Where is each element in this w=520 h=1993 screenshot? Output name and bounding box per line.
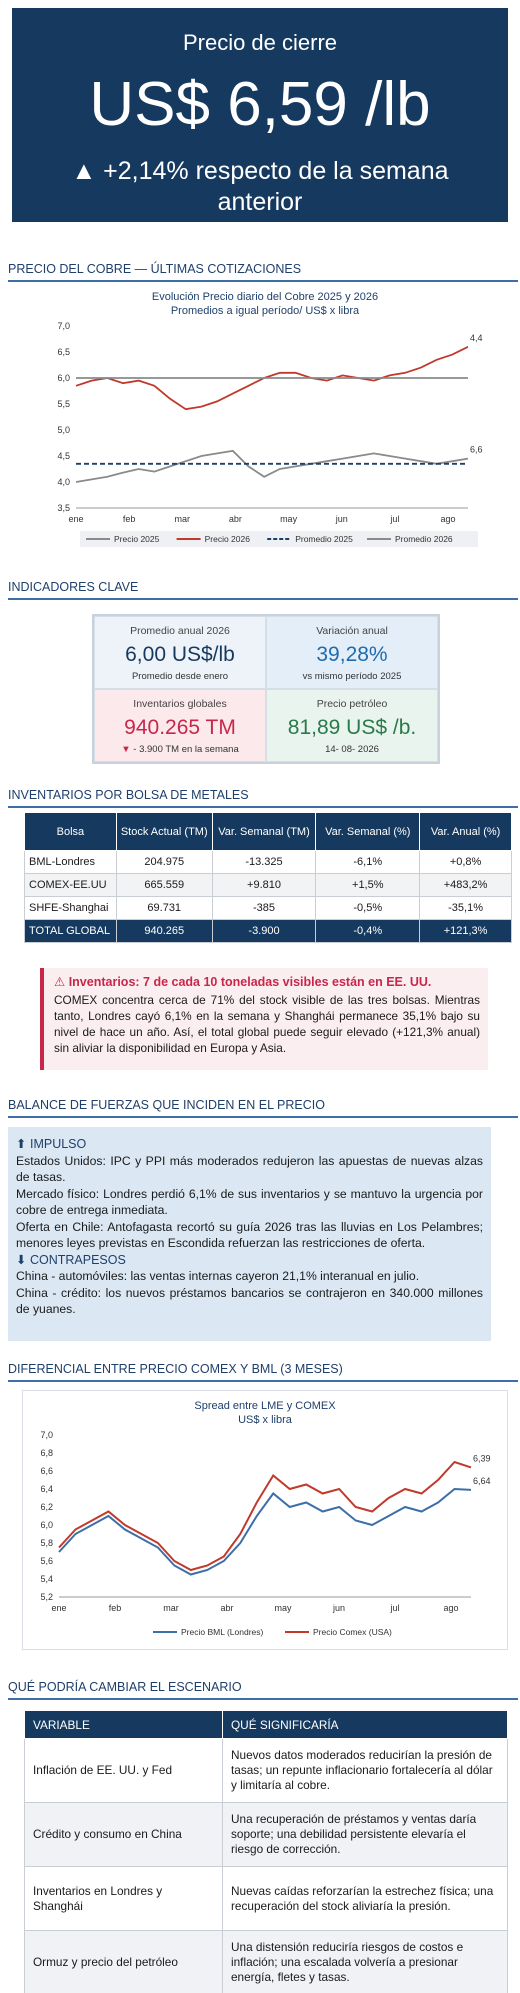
kpi-sub: ▼ - 3.900 TM en la semana bbox=[121, 744, 239, 755]
table-header-row bbox=[25, 813, 512, 851]
column-header: Var. Semanal (TM) bbox=[212, 813, 316, 851]
x-tick-label: jul bbox=[390, 514, 400, 524]
kpi-sub: Promedio desde enero bbox=[131, 671, 229, 682]
section-header-prices: PRECIO DEL COBRE — ÚLTIMAS COTIZACIONES bbox=[8, 262, 518, 282]
section-rule bbox=[8, 280, 518, 282]
column-header: VARIABLE bbox=[25, 1711, 223, 1739]
arrow-down-icon: ⬇ bbox=[16, 1252, 27, 1267]
table-cell: COMEX-EE.UU bbox=[25, 874, 117, 897]
x-tick-label: mar bbox=[174, 514, 191, 524]
data-label: 6,6 bbox=[470, 444, 483, 455]
table-cell: Inventarios en Londres y Shanghái bbox=[25, 1867, 223, 1931]
column-header: Bolsa bbox=[25, 813, 117, 851]
hero-banner bbox=[12, 8, 508, 222]
data-label: 6,39 bbox=[473, 1453, 491, 1464]
spread-chart bbox=[22, 1390, 508, 1650]
y-tick-label: 7,0 bbox=[40, 1430, 53, 1440]
chart-title: Evolución Precio diario del Cobre 2025 y 2026 bbox=[151, 291, 379, 303]
kpi-global-inventories bbox=[94, 689, 266, 762]
table-cell: 940.265 bbox=[116, 920, 212, 943]
x-tick-label: may bbox=[280, 514, 298, 524]
legend-label: Promedio 2026 bbox=[395, 534, 453, 544]
counter-item: China - crédito: los nuevos préstamos bancarios se contrajeron en 340.000 millones de yuanes. bbox=[16, 1285, 483, 1316]
table-cell: Inflación de EE. UU. y Fed bbox=[25, 1739, 223, 1803]
table-cell: -385 bbox=[212, 897, 316, 920]
table-cell: 69.731 bbox=[116, 897, 212, 920]
chart-title: Spread entre LME y COMEX bbox=[194, 1400, 336, 1412]
table-row bbox=[25, 1739, 508, 1803]
x-tick-label: jun bbox=[332, 1603, 346, 1613]
section-rule bbox=[8, 1698, 518, 1700]
counter-item: China - automóviles: las ventas internas cayeron 21,1% interanual en julio. bbox=[16, 1269, 420, 1283]
kpi-value: 940.265 TM bbox=[124, 716, 236, 739]
table-row bbox=[25, 851, 512, 874]
kpi-label: Precio petróleo bbox=[316, 698, 388, 710]
table-cell: Una recuperación de préstamos y ventas daría soporte; una debilidad persistente elevaría el riesgo de corrección. bbox=[223, 1803, 508, 1867]
y-tick-label: 6,8 bbox=[40, 1448, 53, 1458]
table-cell: -3.900 bbox=[212, 920, 316, 943]
x-tick-label: jul bbox=[390, 1603, 400, 1613]
table-cell: +483,2% bbox=[420, 874, 512, 897]
counter-title: CONTRAPESOS bbox=[29, 1252, 126, 1267]
x-tick-label: jun bbox=[335, 514, 348, 524]
chart-subtitle: US$ x libra bbox=[238, 1414, 292, 1426]
kpi-annual-variation bbox=[266, 616, 438, 689]
legend-label: Precio BML (Londres) bbox=[181, 1627, 264, 1637]
kpi-oil-price bbox=[266, 689, 438, 762]
table-cell: +0,8% bbox=[420, 851, 512, 874]
inventory-table bbox=[24, 812, 512, 943]
series-line bbox=[59, 1489, 471, 1575]
table-cell: +1,5% bbox=[316, 874, 420, 897]
kpi-label: Inventarios globales bbox=[133, 698, 227, 710]
x-tick-label: mar bbox=[163, 1603, 179, 1613]
y-tick-label: 5,5 bbox=[57, 399, 70, 409]
y-tick-label: 5,4 bbox=[40, 1574, 53, 1584]
kpi-grid bbox=[92, 614, 440, 764]
table-cell: SHFE-Shanghai bbox=[25, 897, 117, 920]
section-header-scenario: QUÉ PODRÍA CAMBIAR EL ESCENARIO bbox=[8, 1680, 518, 1700]
kpi-sub: vs mismo período 2025 bbox=[302, 671, 402, 682]
impulse-item: Oferta en Chile: Antofagasta recortó su guía 2026 tras las lluvias en Los Pelambres; menores leyes previstas en Escondida refuerzan las restricciones de oferta. bbox=[16, 1219, 483, 1250]
table-row bbox=[25, 897, 512, 920]
table-cell: Crédito y consumo en China bbox=[25, 1803, 223, 1867]
data-label: 4,4 bbox=[470, 332, 483, 343]
y-tick-label: 6,4 bbox=[40, 1484, 53, 1494]
table-cell: 204.975 bbox=[116, 851, 212, 874]
table-row bbox=[25, 1803, 508, 1867]
arrow-up-icon: ⬆ bbox=[16, 1137, 27, 1151]
x-tick-label: abr bbox=[228, 514, 242, 524]
table-header-row bbox=[25, 1711, 508, 1739]
table-row bbox=[25, 1931, 508, 1993]
x-tick-label: ago bbox=[440, 514, 456, 524]
warning-icon: ⚠ bbox=[54, 975, 66, 989]
table-cell: Nuevas caídas reforzarían la estrechez física; una recuperación del stock aliviaría la presión. bbox=[223, 1867, 508, 1931]
table-cell: TOTAL GLOBAL bbox=[25, 920, 117, 943]
kpi-value: 6,00 US$/lb bbox=[125, 643, 235, 666]
y-tick-label: 6,6 bbox=[40, 1466, 53, 1476]
table-cell: -0,4% bbox=[316, 920, 420, 943]
kpi-sub: 14- 08- 2026 bbox=[325, 744, 379, 755]
chart-subtitle: Promedios a igual período/ US$ x libra bbox=[170, 305, 360, 317]
down-arrow-icon: ▼ bbox=[121, 744, 131, 755]
table-cell: +121,3% bbox=[420, 920, 512, 943]
x-tick-label: feb bbox=[108, 1603, 122, 1613]
table-cell: +9.810 bbox=[212, 874, 316, 897]
table-row bbox=[25, 1867, 508, 1931]
y-tick-label: 5,8 bbox=[40, 1538, 53, 1548]
column-header: Var. Semanal (%) bbox=[316, 813, 420, 851]
section-header-spread: DIFERENCIAL ENTRE PRECIO COMEX Y BML (3 MESES) bbox=[8, 1362, 518, 1382]
y-tick-label: 3,5 bbox=[57, 503, 70, 513]
alert-body: COMEX concentra cerca de 71% del stock visible de las tres bolsas. Mientras tanto, Londres cayó 6,1% en la semana y Shanghái permanece 35,1% bajo su nivel de hace un año. Así, el total global puede seguir elevado (+121,3% anual) sin aliviar la disponibilidad en Europa y Asia. bbox=[54, 993, 480, 1055]
kpi-value: 39,28% bbox=[316, 643, 388, 666]
hero-price: US$ 6,59 /lb bbox=[89, 70, 431, 139]
series-line bbox=[59, 1462, 471, 1570]
inventory-alert bbox=[40, 968, 488, 1070]
y-tick-label: 5,2 bbox=[40, 1592, 53, 1602]
y-tick-label: 6,0 bbox=[40, 1520, 53, 1530]
y-tick-label: 6,0 bbox=[57, 373, 70, 383]
table-total-row bbox=[25, 920, 512, 943]
legend-label: Precio 2026 bbox=[204, 534, 250, 544]
data-label: 6,64 bbox=[473, 1475, 491, 1486]
table-row bbox=[25, 874, 512, 897]
y-tick-label: 7,0 bbox=[57, 321, 70, 331]
y-tick-label: 6,5 bbox=[57, 347, 70, 357]
price-chart-svg bbox=[40, 318, 490, 548]
impulse-title: IMPULSO bbox=[29, 1137, 87, 1151]
y-tick-label: 5,0 bbox=[57, 425, 70, 435]
kpi-value: 81,89 US$ /b. bbox=[287, 716, 417, 739]
y-tick-label: 4,5 bbox=[57, 451, 70, 461]
section-header-indicators: INDICADORES CLAVE bbox=[8, 580, 518, 600]
kpi-label: Variación anual bbox=[316, 625, 388, 637]
table-cell: BML-Londres bbox=[25, 851, 117, 874]
forces-panel bbox=[8, 1127, 491, 1341]
section-rule bbox=[8, 1380, 518, 1382]
column-header: QUÉ SIGNIFICARÍA bbox=[223, 1711, 508, 1739]
kpi-label: Promedio anual 2026 bbox=[130, 625, 230, 637]
hero-change: ▲ +2,14% respecto de la semana anterior bbox=[71, 157, 449, 216]
table-cell: -13.325 bbox=[212, 851, 316, 874]
legend-label: Precio 2025 bbox=[114, 534, 160, 544]
section-rule bbox=[8, 1116, 518, 1118]
column-header: Var. Anual (%) bbox=[420, 813, 512, 851]
x-tick-label: may bbox=[274, 1603, 292, 1613]
scenario-table bbox=[24, 1710, 508, 1993]
spread-chart-svg bbox=[23, 1427, 507, 1647]
table-cell: -6,1% bbox=[316, 851, 420, 874]
table-cell: 665.559 bbox=[116, 874, 212, 897]
table-cell: Una distensión reduciría riesgos de costos e inflación; una escalada volvería a presionar energía, fletes y tasas. bbox=[223, 1931, 508, 1993]
section-rule bbox=[8, 598, 518, 600]
price-chart bbox=[40, 290, 490, 550]
x-tick-label: abr bbox=[220, 1603, 234, 1613]
table-cell: Nuevos datos moderados reducirían la presión de tasas; un repunte inflacionario fortalecería al dólar y limitaría al cobre. bbox=[223, 1739, 508, 1803]
section-rule bbox=[8, 806, 518, 808]
impulse-item: Estados Unidos: IPC y PPI más moderados redujeron las apuestas de nuevas alzas de tasas. bbox=[16, 1153, 483, 1184]
legend-label: Promedio 2025 bbox=[295, 534, 353, 544]
hero-title: Precio de cierre bbox=[182, 30, 338, 55]
x-tick-label: ago bbox=[443, 1603, 459, 1613]
y-tick-label: 6,2 bbox=[40, 1502, 53, 1512]
legend-label: Precio Comex (USA) bbox=[313, 1627, 392, 1637]
column-header: Stock Actual (TM) bbox=[116, 813, 212, 851]
x-tick-label: ene bbox=[51, 1603, 67, 1613]
alert-heading: Inventarios: 7 de cada 10 toneladas visibles están en EE. UU. bbox=[68, 975, 432, 989]
table-cell: Ormuz y precio del petróleo bbox=[25, 1931, 223, 1993]
table-cell: -35,1% bbox=[420, 897, 512, 920]
section-header-balance: BALANCE DE FUERZAS QUE INCIDEN EN EL PRECIO bbox=[8, 1098, 518, 1118]
x-tick-label: feb bbox=[122, 514, 136, 524]
table-cell: -0,5% bbox=[316, 897, 420, 920]
kpi-annual-average bbox=[94, 616, 266, 689]
y-tick-label: 5,6 bbox=[40, 1556, 53, 1566]
section-header-inventories: INVENTARIOS POR BOLSA DE METALES bbox=[8, 788, 518, 808]
impulse-item: Mercado físico: Londres perdió 6,1% de sus inventarios y se mantuvo la urgencia por cobre de entrega inmediata. bbox=[16, 1186, 483, 1217]
x-tick-label: ene bbox=[68, 514, 84, 524]
y-tick-label: 4,0 bbox=[57, 477, 70, 487]
series-line bbox=[76, 451, 468, 482]
